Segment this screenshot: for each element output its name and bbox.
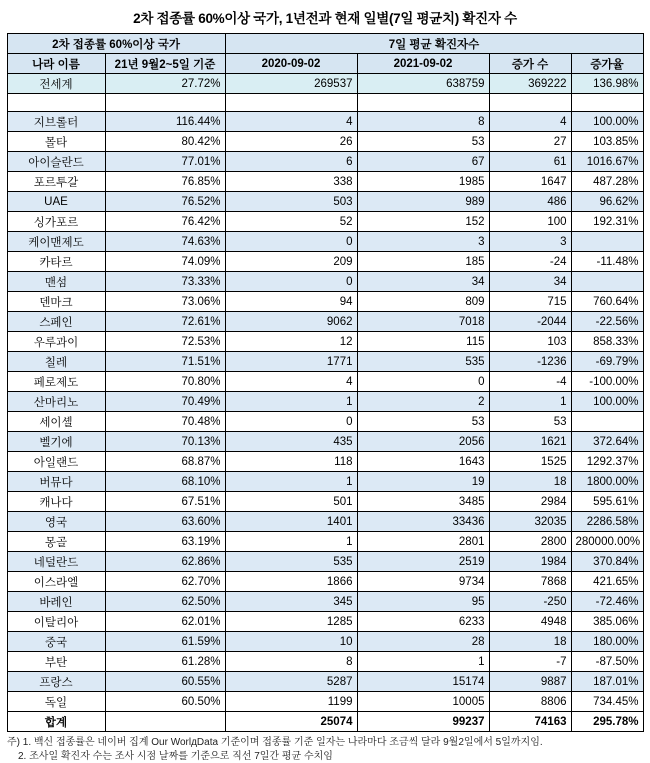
cell-rate: 116.44%: [105, 112, 225, 132]
cell-2020: 269537: [225, 74, 357, 94]
cell-country: 포르투갈: [7, 172, 105, 192]
cell-2020: 1866: [225, 572, 357, 592]
cell-country: 벨기에: [7, 432, 105, 452]
cell-2020: 1401: [225, 512, 357, 532]
cell-2020: 345: [225, 592, 357, 612]
cell-2021: 2: [357, 392, 489, 412]
cell-rate: 62.01%: [105, 612, 225, 632]
cell-rate: 70.80%: [105, 372, 225, 392]
cell-2021: 115: [357, 332, 489, 352]
table-row: [7, 472, 643, 492]
cell-2020: 12: [225, 332, 357, 352]
cell-2021: 95: [357, 592, 489, 612]
table-row: [7, 112, 643, 132]
cell-rate: 76.52%: [105, 192, 225, 212]
table-row: [7, 672, 643, 692]
cell-growth: -69.79%: [571, 352, 643, 372]
cell-country: 전세계: [7, 74, 105, 94]
cell-2021: 53: [357, 412, 489, 432]
table-row-total: [7, 712, 643, 732]
table-row: [7, 392, 643, 412]
cell-country: 영국: [7, 512, 105, 532]
cell-growth: 858.33%: [571, 332, 643, 352]
cell-country: 덴마크: [7, 292, 105, 312]
cell-delta: 1525: [489, 452, 571, 472]
cell-2021: 1643: [357, 452, 489, 472]
footnotes: [7, 736, 643, 763]
cell-empty: [105, 94, 225, 112]
cell-rate: 72.61%: [105, 312, 225, 332]
cell-2021: 989: [357, 192, 489, 212]
cell-country: UAE: [7, 192, 105, 212]
column-header-country: 나라 이름: [7, 54, 105, 74]
cell-country: 합계: [7, 712, 105, 732]
cell-country: 이스라엘: [7, 572, 105, 592]
table-row: [7, 612, 643, 632]
cell-delta: 4948: [489, 612, 571, 632]
table-row: [7, 212, 643, 232]
cell-delta: 32035: [489, 512, 571, 532]
cell-growth: [571, 272, 643, 292]
cell-delta: 2984: [489, 492, 571, 512]
cell-growth: 595.61%: [571, 492, 643, 512]
cell-rate: 61.28%: [105, 652, 225, 672]
cell-growth: 100.00%: [571, 392, 643, 412]
cell-2021: 152: [357, 212, 489, 232]
cell-2021: 19: [357, 472, 489, 492]
table-row: [7, 372, 643, 392]
cell-country: 산마리노: [7, 392, 105, 412]
cell-2021: 15174: [357, 672, 489, 692]
table-row: [7, 412, 643, 432]
cell-2020: 9062: [225, 312, 357, 332]
cell-country: 카타르: [7, 252, 105, 272]
table-row: [7, 492, 643, 512]
cell-delta: 486: [489, 192, 571, 212]
footnote-1: 주) 1. 백신 접종률은 네이버 집계 Our WorlдData 기준이며 접종률 기준 일자는 나라마다 조금씩 달라 9월2일에서 5일까지임.: [7, 736, 643, 750]
cell-rate: 71.51%: [105, 352, 225, 372]
table-row: [7, 232, 643, 252]
table-row: [7, 192, 643, 212]
cell-2020: 1285: [225, 612, 357, 632]
cell-growth: 103.85%: [571, 132, 643, 152]
cell-delta: 369222: [489, 74, 571, 94]
column-header-rate: 21년 9월2~5일 기준: [105, 54, 225, 74]
table-row: [7, 172, 643, 192]
cell-country: 케이맨제도: [7, 232, 105, 252]
cell-growth: 1292.37%: [571, 452, 643, 472]
cell-2020: 118: [225, 452, 357, 472]
cell-country: 몰타: [7, 132, 105, 152]
cell-country: 바레인: [7, 592, 105, 612]
cell-2021: 1985: [357, 172, 489, 192]
group-header-cases: 7일 평균 확진자수: [225, 34, 643, 54]
cell-delta: 8806: [489, 692, 571, 712]
table-group-header-row: [7, 34, 643, 54]
cell-growth: 1016.67%: [571, 152, 643, 172]
cell-2021: 3485: [357, 492, 489, 512]
cell-country: 버뮤다: [7, 472, 105, 492]
cell-growth: -87.50%: [571, 652, 643, 672]
cell-country: 독일: [7, 692, 105, 712]
cell-growth: 372.64%: [571, 432, 643, 452]
cell-growth: -11.48%: [571, 252, 643, 272]
group-header-vaccination-rate: 2차 접종률 60%이상 국가: [7, 34, 225, 54]
cell-2021: 10005: [357, 692, 489, 712]
cell-delta: -4: [489, 372, 571, 392]
cell-rate: 63.60%: [105, 512, 225, 532]
table-row: [7, 532, 643, 552]
cell-country: 몽골: [7, 532, 105, 552]
vaccination-cases-table: [7, 33, 644, 732]
cell-2020: 10: [225, 632, 357, 652]
cell-delta: 7868: [489, 572, 571, 592]
cell-delta: 34: [489, 272, 571, 292]
cell-growth: -100.00%: [571, 372, 643, 392]
cell-growth: -72.46%: [571, 592, 643, 612]
table-row: [7, 592, 643, 612]
cell-rate: 73.06%: [105, 292, 225, 312]
cell-2020: 4: [225, 372, 357, 392]
cell-delta: 1984: [489, 552, 571, 572]
cell-2020: 0: [225, 232, 357, 252]
cell-delta: 9887: [489, 672, 571, 692]
table-row: [7, 452, 643, 472]
cell-2021: 185: [357, 252, 489, 272]
cell-2021: 99237: [357, 712, 489, 732]
cell-2020: 0: [225, 272, 357, 292]
cell-rate: 68.87%: [105, 452, 225, 472]
cell-delta: 103: [489, 332, 571, 352]
cell-empty: [7, 94, 105, 112]
table-row: [7, 632, 643, 652]
cell-empty: [489, 94, 571, 112]
cell-country: 맨섬: [7, 272, 105, 292]
table-row: [7, 312, 643, 332]
cell-growth: 192.31%: [571, 212, 643, 232]
cell-country: 칠레: [7, 352, 105, 372]
cell-country: 부탄: [7, 652, 105, 672]
cell-country: 아이슬란드: [7, 152, 105, 172]
cell-delta: 3: [489, 232, 571, 252]
cell-country: 지브롤터: [7, 112, 105, 132]
table-row: [7, 652, 643, 672]
cell-growth: 280000.00%: [571, 532, 643, 552]
cell-rate: 68.10%: [105, 472, 225, 492]
table-row: [7, 512, 643, 532]
cell-country: 프랑스: [7, 672, 105, 692]
cell-2020: 501: [225, 492, 357, 512]
cell-delta: 18: [489, 472, 571, 492]
cell-2021: 67: [357, 152, 489, 172]
table-row: [7, 252, 643, 272]
cell-2020: 1199: [225, 692, 357, 712]
cell-growth: 385.06%: [571, 612, 643, 632]
cell-growth: 370.84%: [571, 552, 643, 572]
column-header-2020: 2020-09-02: [225, 54, 357, 74]
cell-growth: 136.98%: [571, 74, 643, 94]
cell-growth: 295.78%: [571, 712, 643, 732]
cell-delta: -2044: [489, 312, 571, 332]
cell-delta: 27: [489, 132, 571, 152]
table-row: [7, 152, 643, 172]
cell-rate: 60.50%: [105, 692, 225, 712]
cell-growth: 487.28%: [571, 172, 643, 192]
table-row: [7, 352, 643, 372]
page-title: 2차 접종률 60%이상 국가, 1년전과 현재 일별(7일 평균치) 확진자 수: [0, 0, 650, 33]
table-row: [7, 292, 643, 312]
cell-growth: 96.62%: [571, 192, 643, 212]
cell-rate: 73.33%: [105, 272, 225, 292]
cell-rate: 60.55%: [105, 672, 225, 692]
cell-2021: 809: [357, 292, 489, 312]
cell-growth: -22.56%: [571, 312, 643, 332]
cell-growth: 187.01%: [571, 672, 643, 692]
cell-2021: 0: [357, 372, 489, 392]
cell-2021: 6233: [357, 612, 489, 632]
cell-country: 세이셸: [7, 412, 105, 432]
cell-delta: 1: [489, 392, 571, 412]
cell-2021: 2056: [357, 432, 489, 452]
cell-growth: 421.65%: [571, 572, 643, 592]
cell-empty: [571, 94, 643, 112]
cell-empty: [357, 94, 489, 112]
cell-rate: 27.72%: [105, 74, 225, 94]
cell-2020: 1771: [225, 352, 357, 372]
cell-delta: 715: [489, 292, 571, 312]
cell-delta: 53: [489, 412, 571, 432]
cell-2021: 3: [357, 232, 489, 252]
cell-rate: 74.09%: [105, 252, 225, 272]
table-row: [7, 432, 643, 452]
table-row: [7, 332, 643, 352]
cell-rate: 72.53%: [105, 332, 225, 352]
cell-delta: 1647: [489, 172, 571, 192]
cell-2020: 209: [225, 252, 357, 272]
cell-2021: 638759: [357, 74, 489, 94]
cell-growth: 734.45%: [571, 692, 643, 712]
cell-rate: 70.48%: [105, 412, 225, 432]
cell-country: 중국: [7, 632, 105, 652]
cell-country: 이탈리아: [7, 612, 105, 632]
cell-2020: 0: [225, 412, 357, 432]
cell-delta: 74163: [489, 712, 571, 732]
cell-2020: 1: [225, 532, 357, 552]
cell-rate: 62.70%: [105, 572, 225, 592]
cell-2021: 33436: [357, 512, 489, 532]
cell-rate: 76.85%: [105, 172, 225, 192]
cell-delta: 1621: [489, 432, 571, 452]
cell-2021: 9734: [357, 572, 489, 592]
cell-delta: -7: [489, 652, 571, 672]
cell-2020: 5287: [225, 672, 357, 692]
footnote-2: 2. 조사일 확진자 수는 조사 시점 날짜를 기준으로 직선 7일간 평균 수치임: [7, 750, 643, 763]
cell-rate: 80.42%: [105, 132, 225, 152]
table-row-world: [7, 74, 643, 94]
cell-2020: 338: [225, 172, 357, 192]
cell-growth: 1800.00%: [571, 472, 643, 492]
cell-2020: 94: [225, 292, 357, 312]
table-row-spacer: [7, 94, 643, 112]
cell-rate: 70.49%: [105, 392, 225, 412]
cell-2021: 2519: [357, 552, 489, 572]
cell-2020: 25074: [225, 712, 357, 732]
cell-2020: 1: [225, 472, 357, 492]
cell-rate: 67.51%: [105, 492, 225, 512]
table-row: [7, 132, 643, 152]
table-row: [7, 552, 643, 572]
cell-2020: 435: [225, 432, 357, 452]
cell-growth: 2286.58%: [571, 512, 643, 532]
table-column-header-row: [7, 54, 643, 74]
cell-country: 우루과이: [7, 332, 105, 352]
cell-2020: 26: [225, 132, 357, 152]
cell-rate: 63.19%: [105, 532, 225, 552]
cell-country: 스페인: [7, 312, 105, 332]
cell-delta: 100: [489, 212, 571, 232]
cell-rate: 62.50%: [105, 592, 225, 612]
cell-growth: 760.64%: [571, 292, 643, 312]
cell-growth: 180.00%: [571, 632, 643, 652]
cell-country: 페로제도: [7, 372, 105, 392]
cell-2021: 34: [357, 272, 489, 292]
cell-delta: 4: [489, 112, 571, 132]
cell-empty: [225, 94, 357, 112]
cell-rate: 76.42%: [105, 212, 225, 232]
table-row: [7, 572, 643, 592]
cell-delta: 18: [489, 632, 571, 652]
cell-rate: 61.59%: [105, 632, 225, 652]
cell-2020: 1: [225, 392, 357, 412]
column-header-delta: 증가 수: [489, 54, 571, 74]
cell-2021: 2801: [357, 532, 489, 552]
cell-delta: 2800: [489, 532, 571, 552]
cell-2020: 503: [225, 192, 357, 212]
cell-2020: 8: [225, 652, 357, 672]
cell-2021: 1: [357, 652, 489, 672]
cell-growth: [571, 232, 643, 252]
cell-delta: -24: [489, 252, 571, 272]
cell-rate: [105, 712, 225, 732]
cell-rate: 77.01%: [105, 152, 225, 172]
cell-delta: 61: [489, 152, 571, 172]
cell-delta: -1236: [489, 352, 571, 372]
cell-rate: 62.86%: [105, 552, 225, 572]
cell-rate: 74.63%: [105, 232, 225, 252]
cell-delta: -250: [489, 592, 571, 612]
cell-country: 캐나다: [7, 492, 105, 512]
table-row: [7, 692, 643, 712]
table-row: [7, 272, 643, 292]
cell-2021: 535: [357, 352, 489, 372]
cell-2020: 535: [225, 552, 357, 572]
cell-2021: 53: [357, 132, 489, 152]
cell-2021: 8: [357, 112, 489, 132]
cell-2020: 4: [225, 112, 357, 132]
cell-country: 싱가포르: [7, 212, 105, 232]
cell-2021: 7018: [357, 312, 489, 332]
cell-country: 네덜란드: [7, 552, 105, 572]
cell-country: 아일랜드: [7, 452, 105, 472]
cell-growth: [571, 412, 643, 432]
column-header-growth: 증가율: [571, 54, 643, 74]
cell-2020: 6: [225, 152, 357, 172]
cell-growth: 100.00%: [571, 112, 643, 132]
cell-rate: 70.13%: [105, 432, 225, 452]
column-header-2021: 2021-09-02: [357, 54, 489, 74]
table-body: [7, 74, 643, 732]
cell-2021: 28: [357, 632, 489, 652]
cell-2020: 52: [225, 212, 357, 232]
